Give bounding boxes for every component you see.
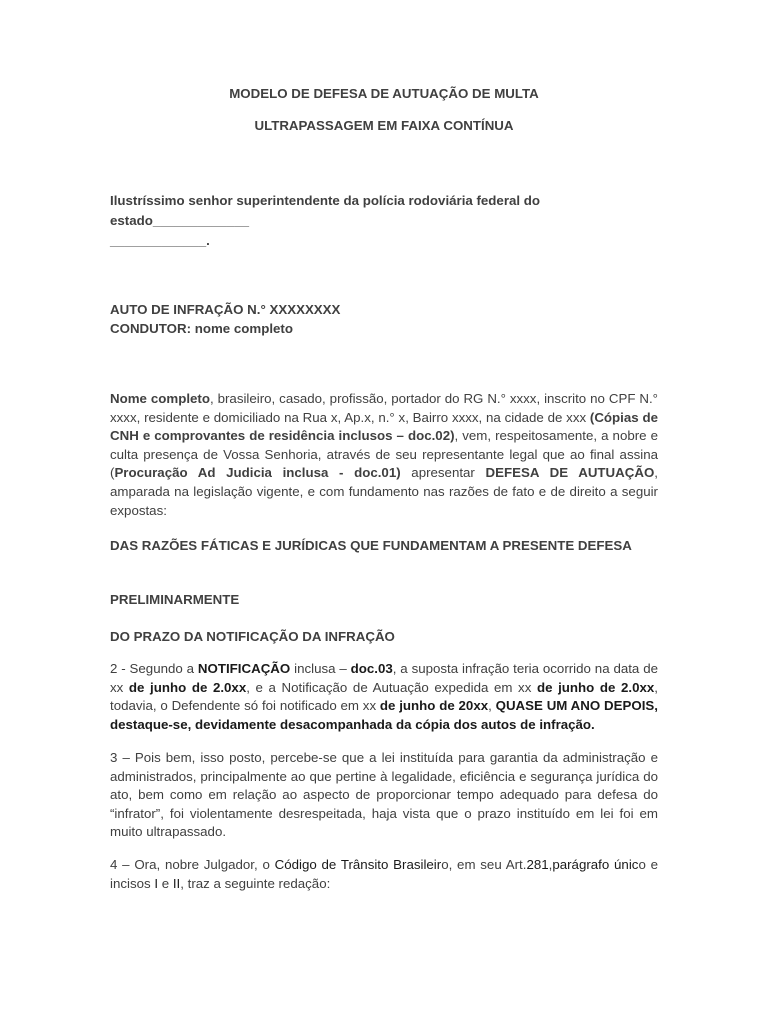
text-segment: , amparada na legislação vigente, e com fundamento nas razões de fato e de direito a seguir expostas: — [110, 465, 658, 518]
text-segment: , traz a seguinte redação: — [180, 875, 331, 891]
text-segment: o, em seu Art. — [441, 857, 527, 872]
link-codigo-transito: Código de Trânsito Brasileir — [274, 857, 442, 872]
text-procuracao: Procuração Ad Judicia inclusa - doc.01) — [114, 465, 401, 481]
heading-preliminarmente: PRELIMINARMENTE — [110, 592, 240, 607]
text-segment: , todavia, o Defendente só foi notificado em xx — [110, 679, 658, 714]
text-quase-um-ano: QUASE UM ANO DEPOIS — [495, 698, 655, 714]
auto-infracao-line: AUTO DE INFRAÇÃO N.° XXXXXXXX — [110, 302, 341, 317]
text-segment: , — [548, 857, 553, 872]
text-segment: apresentar — [400, 465, 486, 481]
text-segment: inclusa – — [290, 661, 351, 676]
paragraph-qualification — [110, 390, 658, 520]
text-date: de junho de 2.0xx — [128, 679, 247, 695]
document-subtitle: ULTRAPASSAGEM EM FAIXA CONTÍNUA — [254, 118, 514, 133]
text-segment: , vem, respeitosamente, a nobre e culta presença de Vossa Senhoria, através de seu representante legal que ao final assina ( — [110, 428, 658, 481]
document-title: MODELO DE DEFESA DE AUTUAÇÃO DE MULTA — [229, 86, 539, 101]
text-defesa-autuacao: DEFESA DE AUTUAÇÃO — [485, 465, 655, 481]
heading-prazo-notificacao: DO PRAZO DA NOTIFICAÇÃO DA INFRAÇÃO — [110, 629, 395, 644]
text-segment: o e incisos — [110, 857, 658, 891]
text-destaque: , destaque-se, devidamente desacompanhada da cópia dos autos de infração. — [110, 698, 658, 732]
text-segment: , a suposta infração teria ocorrido na data de xx — [110, 661, 658, 695]
text-notificacao: NOTIFICAÇÃO — [197, 661, 291, 676]
text-date: de junho de 20xx — [379, 698, 489, 714]
text-segment: , brasileiro, casado, profissão, portador do RG N.° xxxx, inscrito no CPF N.° xxxx, residente e domiciliado na Rua x, Ap.x, n.° x, Bairro xxxx, na cidade de xxx — [110, 391, 658, 425]
paragraph-3: 3 – Pois bem, isso posto, percebe-se que a lei instituída para garantia da administração e administrados, principalmente ao que pertine à legalidade, eficiência e segurança jurídica do ato, bem como em relação ao aspecto de proporcionar tempo adequado para defesa do “infrator”, foi violentamente desrespeitada, haja vista que o prazo instituído em lei foi em muito ultrapassado. — [110, 750, 658, 840]
text-copias-cnh: (Cópias de CNH e comprovantes de residência inclusos – doc.02) — [110, 409, 658, 444]
text-segment: , — [488, 698, 496, 714]
heading-razoes: DAS RAZÕES FÁTICAS E JURÍDICAS QUE FUNDAMENTAM A PRESENTE DEFESA — [110, 538, 632, 553]
condutor-line: CONDUTOR: nome completo — [110, 320, 293, 336]
text-doc03: doc.03 — [350, 661, 393, 676]
link-inciso-ii: II — [172, 875, 181, 891]
salutation — [110, 191, 658, 251]
salutation-line-1: Ilustríssimo senhor superintendente da polícia rodoviária federal do estado_____________ — [110, 193, 541, 228]
link-paragrafo-unico: parágrafo únic — [552, 857, 639, 872]
link-inciso-i: I — [154, 875, 159, 891]
text-date: de junho de 2.0xx — [536, 679, 655, 695]
text-segment: 2 - Segundo a — [110, 661, 198, 676]
text-segment: 4 – Ora, nobre Julgador, o — [110, 857, 275, 872]
link-art-281: 281 — [526, 857, 549, 872]
salutation-line-2: _____________. — [110, 233, 210, 248]
text-segment: e — [158, 875, 173, 891]
infraction-header — [110, 301, 658, 338]
text-nome-completo: Nome completo — [110, 391, 210, 406]
paragraph-2 — [110, 660, 658, 734]
paragraph-4 — [110, 856, 658, 893]
text-segment: , e a Notificação de Autuação expedida em xx — [246, 679, 537, 695]
